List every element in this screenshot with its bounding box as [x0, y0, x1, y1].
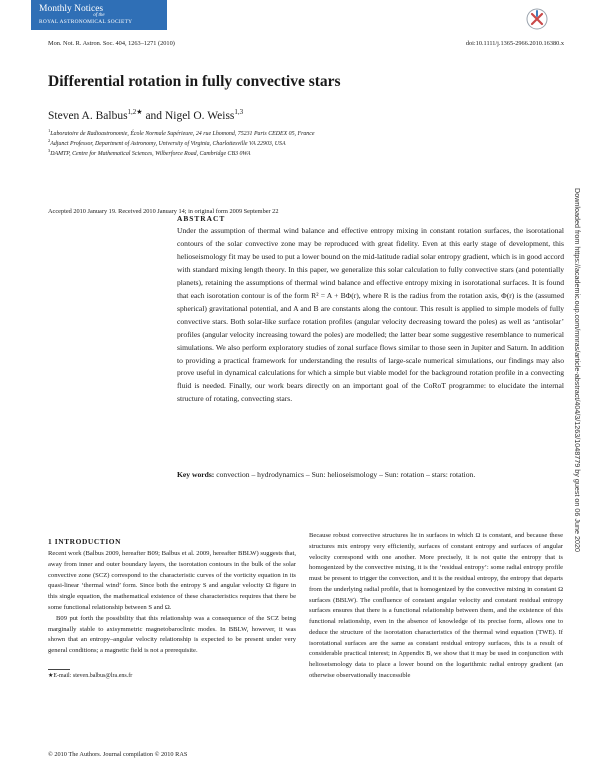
keywords: [177, 469, 564, 482]
abstract-heading: ABSTRACT: [177, 214, 226, 223]
author-1-sup: 1,2★: [127, 108, 143, 116]
affiliation-2: [48, 138, 286, 147]
affiliation-num: 2: [48, 138, 51, 143]
keywords-text: convection – hydrodynamics – Sun: helioseismology – Sun: rotation – stars: rotation.: [216, 470, 476, 479]
section-heading: 1 INTRODUCTION: [48, 537, 122, 546]
copyright: © 2010 The Authors. Journal compilation © 2010 RAS: [48, 751, 188, 758]
accepted-dates: Accepted 2010 January 19. Received 2010 January 14; in original form 2009 September 22: [48, 208, 279, 215]
affiliation-text: Laboratoire de Radioastronomie, École Normale Supérieure, 24 rue Lhomond, 75231 Paris CEDEX 05, France: [50, 130, 315, 137]
affiliation-text: Adjunct Professor, Department of Astronomy, University of Virginia, Charlottesville VA 22903, USA: [50, 140, 286, 147]
doi-link[interactable]: doi:10.1111/j.1365-2966.2010.16380.x: [465, 40, 564, 47]
affiliation-1: [48, 128, 315, 137]
banner-line3: ROYAL ASTRONOMICAL SOCIETY: [39, 19, 133, 25]
paragraph: Recent work (Balbus 2009, hereafter B09; Balbus et al. 2009, hereafter BBLW) suggests that, away from inner and outer boundary layers, the isorotation contours in the bulk of the solar convective zone (SCZ) correspond to the characteristic curves of the vorticity equation in its quasi-linear ‘thermal wind’ form. Since both the entropy S and angular velocity Ω figure in this single equation, the mathematical existence of these characteristics requires that there be some functional relationship between S and Ω.: [48, 550, 296, 611]
banner-line1: Monthly Notices: [39, 4, 104, 14]
footnote: ★E-mail: steven.balbus@lra.ens.fr: [48, 673, 133, 679]
column-right: [309, 531, 563, 682]
journal-reference: Mon. Not. R. Astron. Soc. 404, 1263–1271 (2010): [48, 40, 175, 47]
download-watermark: Downloaded from https://academic.oup.com/mnras/article-abstract/404/3/1263/1048779 by guest on 06 June 2020: [573, 188, 582, 552]
keywords-label: Key words:: [177, 470, 215, 479]
author-2: Nigel O. Weiss: [164, 109, 235, 122]
journal-banner: [31, 0, 167, 30]
author-1: Steven A. Balbus: [48, 109, 128, 122]
column-left: [48, 549, 296, 657]
author-join: and: [142, 109, 165, 122]
crossmark-icon[interactable]: [526, 8, 548, 30]
author-2-sup: 1,3: [234, 108, 244, 116]
paragraph: B09 put forth the possibility that this relationship was a consequence of the SCZ being marginally stable to axisymmetric magnetobaroclinic modes. In BBLW, however, it was shown that an entropy–angular velocity relationship is expected to be present under very general conditions; a magnetic field is not a prerequisite.: [48, 614, 296, 655]
footnote-rule: [48, 669, 70, 670]
affiliation-num: 1: [48, 128, 51, 133]
banner-line2: of the: [93, 13, 105, 18]
authors: [48, 108, 243, 122]
affiliation-3: [48, 148, 251, 157]
abstract-text: Under the assumption of thermal wind balance and effective entropy mixing in constant rotation surfaces, the isorotational contours of the solar convective zone may be reproduced with great fidelity. Even at this early stage of development, this helioseismology fit may be used to put a lower bound on the mid-latitude radial solar entropy gradient, which is in good accord with standard mixing length theory. In this paper, we generalize this solar calculation to fully convective stars (and potentially planets), retaining the assumptions of thermal wind balance and effective entropy mixing in isorotational surfaces. It is found that each isorotation contour is of the form R² = A + BΦ(r), where R is the radius from the rotation axis, Φ(r) is the (assumed spherical) gravitational potential, and A and B are constants along the contour. This result is applied to simple models of fully convective stars. Both solar-like surface rotation profiles (angular velocity decreasing toward the poles) as well as ‘antisolar’ profiles (angular velocity increasing toward the poles) are modelled; the latter bear some suggestive resemblance to numerical simulations. We also perform exploratory studies of zonal surface flows similar to those seen in Jupiter and Saturn. In addition to providing a practical framework for understanding the results of large-scale numerical simulations, our findings may also prove useful in dynamical calculations for which a simple but viable model for the background rotation profile in a convecting fluid is needed. Finally, our work bears directly on an important goal of the CoRoT programme: to elucidate the internal structure of rotating, convecting stars.: [177, 226, 564, 404]
paragraph: Because robust convective structures lie in surfaces in which Ω is constant, and because these structures mix entropy very efficiently, surfaces of constant entropy and surfaces of angular velocity correspond with one another. More precisely, it is not quite the entropy that is homogenized by the convective mixing, it is the ‘residual entropy’: some radial entropy profile must be present to trigger the convection, and it is the residual entropy, the entropy that departs from the underlying radial profile, that is homogenized by the convective mixing in constant Ω surfaces (BBLW). The confluence of constant angular velocity and constant residual entropy surfaces ensures that there is a functional relationship between them, and the existence of this functional relationship, even in the absence of knowledge of its precise form, allows one to deduce the structure of the isorotation characteristics of the thermal wind equation (TWE). If isorotational surfaces are the same as constant residual entropy surfaces, this is a result of considerable practical interest; in Appendix B, we show that it may be used in conjunction with helioseismology data to place a lower bound on the logarithmic radial entropy gradient (an otherwise observationally inaccessible: [309, 532, 563, 679]
affiliation-text: DAMTP, Centre for Mathematical Sciences, Wilberforce Road, Cambridge CB3 0WA: [50, 150, 251, 157]
paper-title: Differential rotation in fully convective stars: [48, 73, 341, 90]
affiliation-num: 3: [48, 148, 51, 153]
